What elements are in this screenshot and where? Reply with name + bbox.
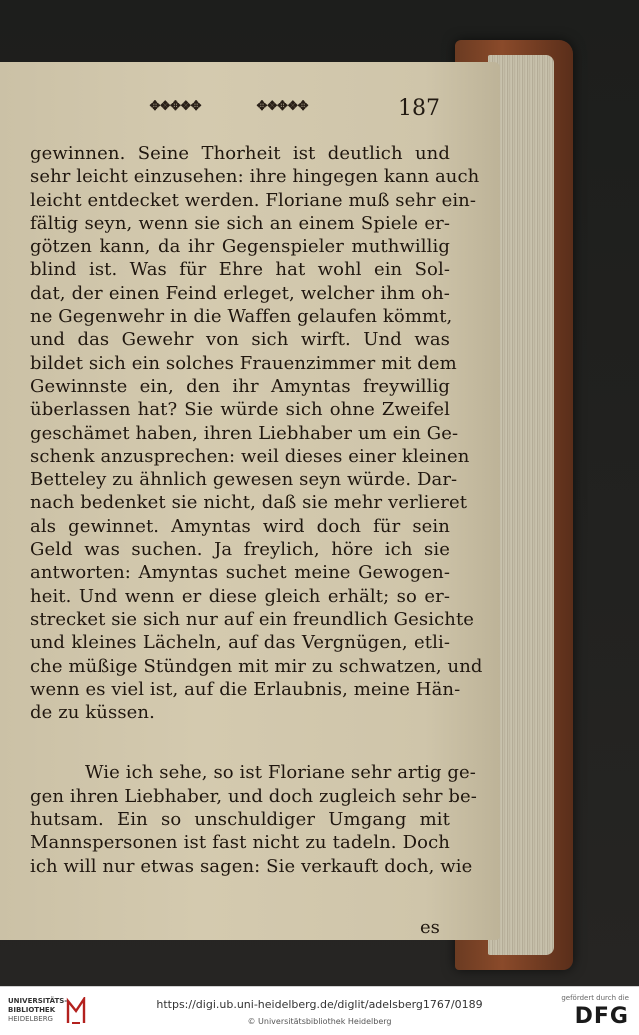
text-line: Mannspersonen ist fast nicht zu tadeln. Doch xyxy=(30,832,450,854)
text-line: Betteley zu ähnlich gewesen seyn würde. Dar- xyxy=(30,469,458,491)
text-line: bildet sich ein solches Frauenzimmer mit dem xyxy=(30,352,457,374)
text-line: heit. Und wenn er diese gleich erhält; so er- xyxy=(30,585,450,607)
library-name-line-2: BIBLIOTHEK xyxy=(8,1006,56,1014)
text-line: geschämet haben, ihren Liebhaber um ein Ge- xyxy=(30,422,459,444)
text-line: antworten: Amyntas suchet meine Gewogen- xyxy=(30,562,450,584)
text-line: sehr leicht einzusehen: ihre hingegen kann auch xyxy=(30,166,480,188)
header-ornament-right: ✥❖✥❖✥ xyxy=(256,99,308,114)
paragraph-1 xyxy=(30,142,483,724)
text-line: hutsam. Ein so unschuldiger Umgang mit xyxy=(30,809,450,831)
text-line: ne Gegenwehr in die Waffen gelaufen kömmt, xyxy=(30,306,453,328)
text-line: dat, der einen Feind erleget, welcher ihm oh- xyxy=(30,282,450,304)
dfg-logo: DFG xyxy=(574,1004,629,1029)
text-line: und das Gewehr von sich wirft. Und was xyxy=(30,329,450,351)
page-header xyxy=(0,94,500,124)
text-line: nach bedenket sie nicht, daß sie mehr verlieret xyxy=(30,492,468,514)
viewer-footer xyxy=(0,986,639,1035)
page-number: 187 xyxy=(398,96,440,121)
text-line: als gewinnet. Amyntas wird doch für sein xyxy=(30,515,450,537)
text-line: de zu küssen. xyxy=(30,702,155,724)
text-line: che müßige Stündgen mit mir zu schwatzen, und xyxy=(30,655,483,677)
funding-note: gefördert durch die xyxy=(561,994,629,1002)
text-line: götzen kann, da ihr Gegenspieler muthwillig xyxy=(30,236,450,258)
text-line: wenn es viel ist, auf die Erlaubnis, meine Hän- xyxy=(30,678,461,700)
permalink-link[interactable]: https://digi.ub.uni-heidelberg.de/diglit/adelsberg1767/0189 xyxy=(156,998,483,1011)
text-line: und kleines Lächeln, auf das Vergnügen, etli- xyxy=(30,632,450,654)
text-line: schenk anzusprechen: weil dieses einer kleinen xyxy=(30,445,470,467)
header-ornament-left: ✥❖✥❖✥ xyxy=(149,99,201,114)
paragraph-gap xyxy=(30,724,450,761)
text-line: Gewinnste ein, den ihr Amyntas freywillig xyxy=(30,375,450,397)
library-name-line-3: HEIDELBERG xyxy=(8,1015,53,1023)
catchword: es xyxy=(420,917,440,938)
text-line: strecket sie sich nur auf ein freundlich Gesichte xyxy=(30,608,475,630)
text-line: Wie ich sehe, so ist Floriane sehr artig ge- xyxy=(85,762,476,784)
text-line: gewinnen. Seine Thorheit ist deutlich und xyxy=(30,143,450,164)
copyright-notice: © Universitätsbibliothek Heidelberg xyxy=(247,1017,392,1026)
paragraph-2 xyxy=(30,761,477,877)
text-line: leicht entdecket werden. Floriane muß sehr ein- xyxy=(30,189,477,211)
text-line: blind ist. Was für Ehre hat wohl ein Sol- xyxy=(30,259,450,281)
book-page xyxy=(0,62,500,940)
body-text xyxy=(30,142,483,878)
text-line: Geld was suchen. Ja freylich, höre ich sie xyxy=(30,539,450,561)
text-line: ich will nur etwas sagen: Sie verkauft doch, wie xyxy=(30,855,473,877)
text-line: gen ihren Liebhaber, und doch zugleich sehr be- xyxy=(30,785,477,807)
text-line: fältig seyn, wenn sie sich an einem Spiele er- xyxy=(30,212,450,234)
text-line: überlassen hat? Sie würde sich ohne Zweifel xyxy=(30,399,450,421)
library-name-line-1: UNIVERSITÄTS- xyxy=(8,997,68,1005)
